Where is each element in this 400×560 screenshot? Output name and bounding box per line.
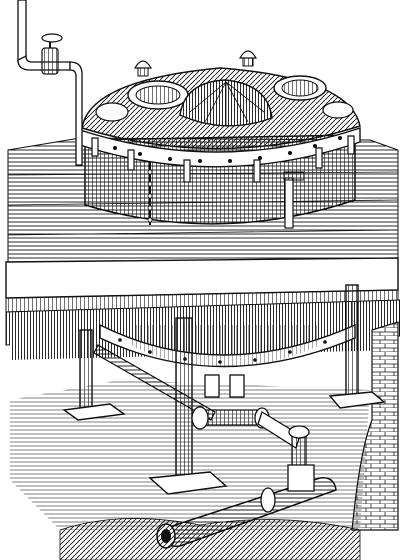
tank-lid — [82, 51, 360, 149]
ground-rubble — [60, 519, 360, 560]
tank-bottom — [100, 325, 355, 368]
